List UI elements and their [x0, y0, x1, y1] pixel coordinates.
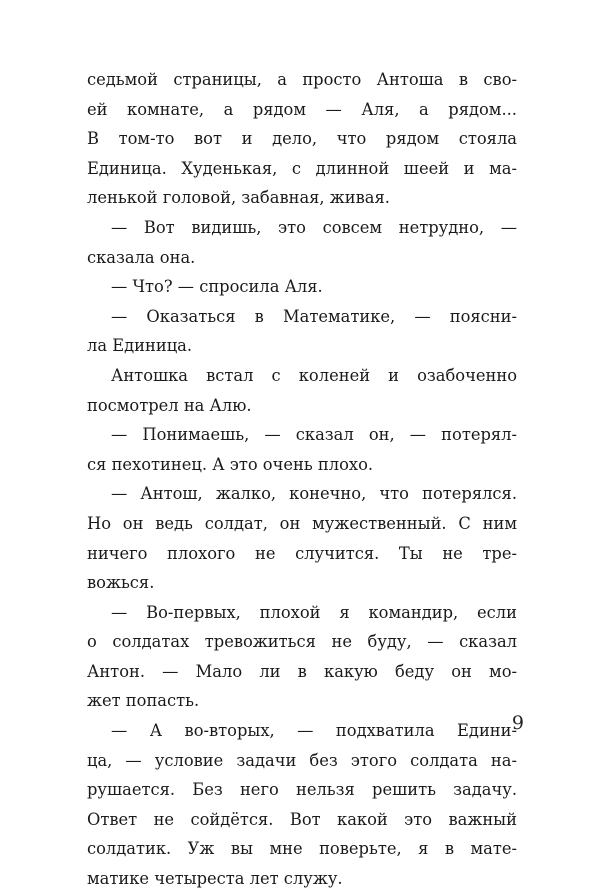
text-line: сказала она.: [87, 247, 196, 267]
text-line: ей комнате, а рядом — Аля, а рядом...: [87, 99, 517, 119]
text-line: — Во-первых, плохой я командир, если: [111, 602, 517, 622]
text-line: — А во-вторых, — подхватила Едини-: [111, 721, 517, 741]
text-line: посмотрел на Алю.: [87, 395, 252, 415]
text-line: рушается. Без него нельзя решить задачу.: [87, 780, 517, 800]
text-line: — Оказаться в Математике, — поясни-: [111, 306, 517, 326]
text-line: — Антош, жалко, конечно, что потерялся.: [111, 484, 517, 504]
text-line: — Вот видишь, это совсем нетрудно, —: [111, 217, 517, 237]
text-line: жет попасть.: [87, 691, 200, 711]
text-line: В том-то вот и дело, что рядом стояла: [87, 129, 517, 149]
text-line: Антошка встал с коленей и озабоченно: [111, 365, 517, 385]
text-line: Ответ не сойдётся. Вот какой это важный: [87, 809, 517, 829]
text-line: ничего плохого не случится. Ты не тре-: [87, 543, 517, 563]
text-line: Но он ведь солдат, он мужественный. С ним: [87, 513, 517, 533]
page-number: 9: [511, 712, 524, 734]
text-line: ся пехотинец. А это очень плохо.: [87, 454, 374, 474]
text-line: вожься.: [87, 573, 155, 593]
text-line: о солдатах тревожиться не буду, — сказал: [87, 632, 517, 652]
text-line: Единица. Худенькая, с длинной шеей и ма-: [87, 158, 517, 178]
text-line: ла Единица.: [87, 336, 193, 356]
text-line: матике четыреста лет служу.: [87, 869, 343, 889]
text-line: солдатик. Уж вы мне поверьте, я в мате-: [87, 839, 517, 859]
body-text: [87, 65, 517, 894]
text-line: — Понимаешь, — сказал он, — потерял-: [111, 425, 517, 445]
text-line: Антон. — Мало ли в какую беду он мо-: [87, 661, 517, 681]
text-line: ца, — условие задачи без этого солдата на-: [87, 750, 517, 770]
text-line: седьмой страницы, а просто Антоша в сво-: [87, 70, 517, 89]
text-line: ленькой головой, забавная, живая.: [87, 188, 390, 208]
text-line: — Что? — спросила Аля.: [111, 277, 323, 297]
